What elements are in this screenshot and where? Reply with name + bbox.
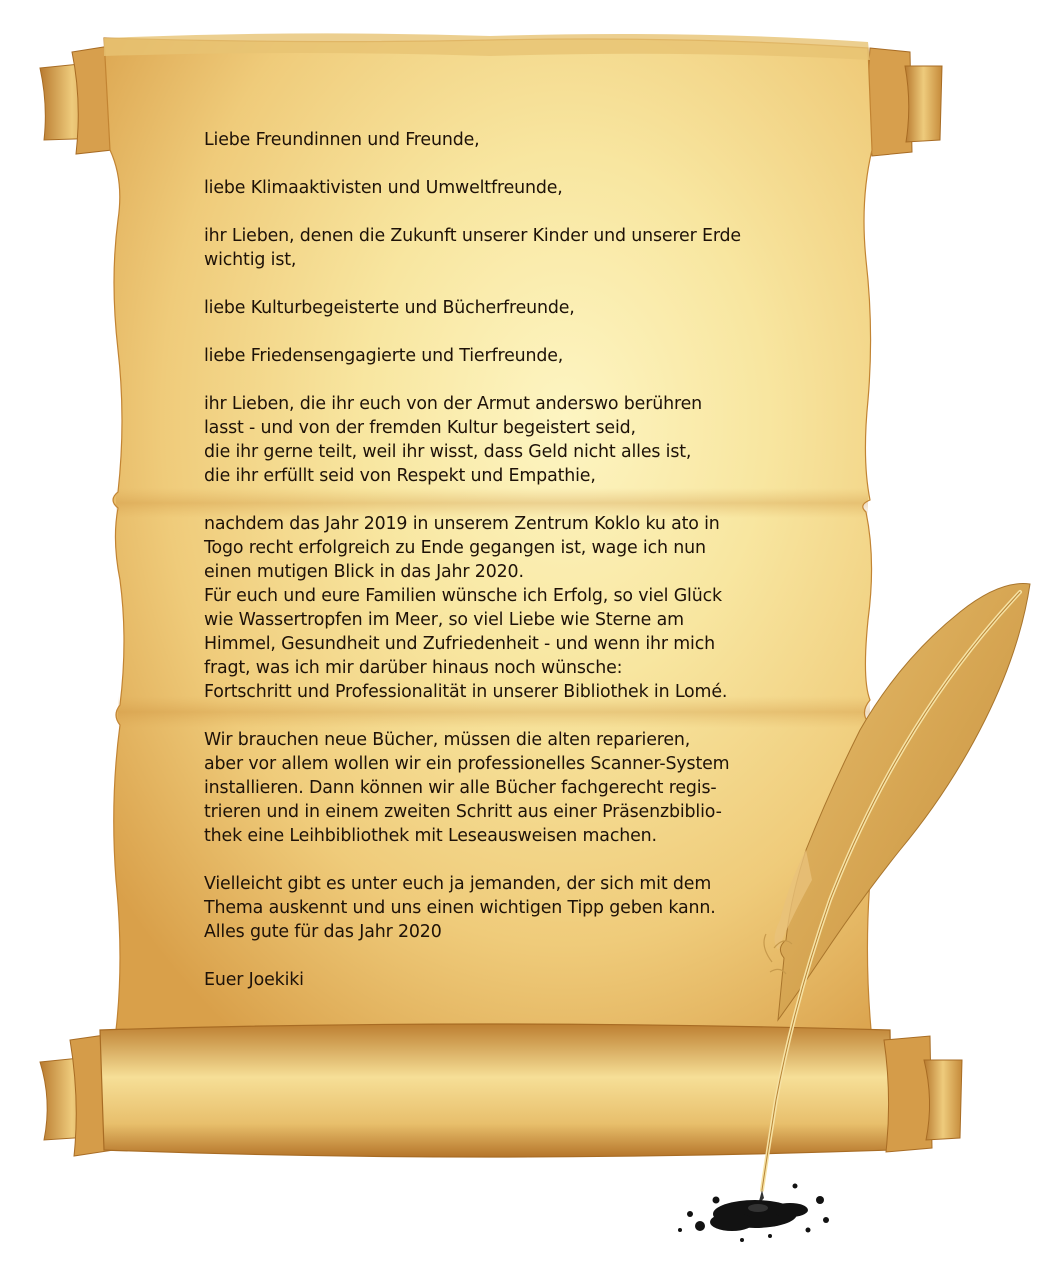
top-roll-left-end (40, 46, 112, 154)
letter-line: aber vor allem wollen wir ein professionelles Scanner-System (204, 754, 730, 774)
letter-line: Für euch und eure Familien wünsche ich Erfolg, so viel Glück (204, 586, 722, 606)
letter-paragraph (204, 728, 804, 848)
letter-paragraph (204, 296, 804, 320)
letter-paragraph (204, 344, 804, 368)
letter-line: Alles gute für das Jahr 2020 (204, 922, 442, 942)
letter-line: lasst - und von der fremden Kultur begeistert seid, (204, 418, 636, 438)
letter-paragraph (204, 128, 804, 152)
ink-splat-icon (678, 1184, 829, 1243)
letter-line: die ihr gerne teilt, weil ihr wisst, dass Geld nicht alles ist, (204, 442, 692, 462)
letter-paragraph (204, 392, 804, 488)
letter-line: installieren. Dann können wir alle Bücher fachgerecht regis- (204, 778, 717, 798)
letter-paragraph (204, 872, 804, 944)
letter-line: liebe Kulturbegeisterte und Bücherfreunde, (204, 298, 575, 318)
letter-line: die ihr erfüllt seid von Respekt und Empathie, (204, 466, 596, 486)
letter-line: einen mutigen Blick in das Jahr 2020. (204, 562, 524, 582)
letter-line: wie Wassertropfen im Meer, so viel Liebe wie Sterne am (204, 610, 684, 630)
letter-paragraph (204, 512, 804, 704)
letter-line: ihr Lieben, die ihr euch von der Armut anderswo berühren (204, 394, 703, 414)
letter-text (204, 128, 804, 992)
letter-line: Himmel, Gesundheit und Zufriedenheit - und wenn ihr mich (204, 634, 716, 654)
letter-paragraph (204, 224, 804, 272)
letter-line: Liebe Freundinnen und Freunde, (204, 130, 480, 150)
letter-line: liebe Friedensengagierte und Tierfreunde, (204, 346, 564, 366)
letter-line: liebe Klimaaktivisten und Umweltfreunde, (204, 178, 563, 198)
letter-line: Togo recht erfolgreich zu Ende gegangen ist, wage ich nun (204, 538, 706, 558)
top-roll-right-end (868, 48, 942, 156)
bottom-roll (40, 1024, 962, 1157)
letter-line: Thema auskennt und uns einen wichtigen Tipp geben kann. (204, 898, 716, 918)
letter-line: fragt, was ich mir darüber hinaus noch wünsche: (204, 658, 623, 678)
letter-line: Fortschritt und Professionalität in unserer Bibliothek in Lomé. (204, 682, 728, 702)
letter-line: Vielleicht gibt es unter euch ja jemanden, der sich mit dem (204, 874, 712, 894)
letter-paragraph (204, 176, 804, 200)
letter-line: thek eine Leihbibliothek mit Leseausweisen machen. (204, 826, 657, 846)
letter-paragraph (204, 968, 804, 992)
letter-line: nachdem das Jahr 2019 in unserem Zentrum Koklo ku ato in (204, 514, 720, 534)
letter-line: wichtig ist, (204, 250, 297, 270)
letter-line: Wir brauchen neue Bücher, müssen die alten reparieren, (204, 730, 691, 750)
letter-line: Euer Joekiki (204, 970, 304, 990)
letter-line: trieren und in einem zweiten Schritt aus einer Präsenzbiblio- (204, 802, 722, 822)
letter-line: ihr Lieben, denen die Zukunft unserer Kinder und unserer Erde (204, 226, 741, 246)
